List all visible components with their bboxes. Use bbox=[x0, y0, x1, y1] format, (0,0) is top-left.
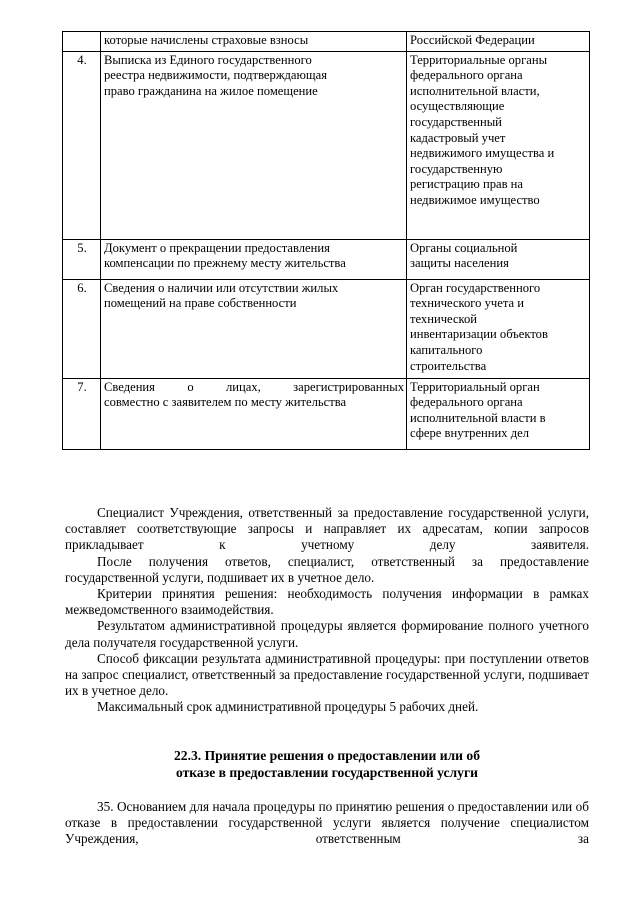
row-number: 7. bbox=[63, 378, 101, 449]
organization-line: регистрацию прав на bbox=[410, 177, 524, 192]
paragraph-result: Результатом административной процедуры является формирование полного учетного дела получателя государственной услуги. bbox=[65, 618, 589, 650]
document-name-line: Сведения о наличии или отсутствии жилых bbox=[104, 280, 339, 295]
organization-line: защиты населения bbox=[410, 256, 509, 271]
document-name-line: помещений на праве собственности bbox=[104, 296, 297, 311]
documents-table bbox=[62, 31, 590, 450]
organization-line: сфере внутренних дел bbox=[410, 426, 530, 441]
organization-line: недвижимого имущества и bbox=[410, 146, 555, 161]
organization-cell bbox=[407, 279, 590, 378]
document-name-line: право гражданина на жилое помещение bbox=[104, 83, 318, 98]
documents-table-body bbox=[63, 32, 590, 450]
table-row bbox=[63, 51, 590, 239]
organization-line: государственный bbox=[410, 114, 502, 129]
document-name-line: которые начислены страховые взносы bbox=[104, 33, 309, 47]
paragraph-fixation-method: Способ фиксации результата административной процедуры: при поступлении ответов на запрос специалист, ответственный за предоставление государственной услуги, подшивает их в учетное дело. bbox=[65, 650, 589, 699]
organization-line: государственную bbox=[410, 161, 503, 176]
organization-line: Территориальные органы bbox=[410, 52, 548, 67]
document-name-cell bbox=[101, 279, 407, 378]
table-row bbox=[63, 279, 590, 378]
organization-line: капитального bbox=[410, 342, 483, 357]
organization-cell bbox=[407, 51, 590, 239]
organization-line: технической bbox=[410, 311, 478, 326]
organization-line: технического учета и bbox=[410, 296, 524, 311]
organization-line: федерального органа bbox=[410, 395, 523, 410]
final-text bbox=[65, 799, 589, 848]
organization-line: Орган государственного bbox=[410, 280, 541, 295]
procedure-text bbox=[65, 505, 589, 716]
organization-line: исполнительной власти в bbox=[410, 410, 546, 425]
organization-line: кадастровый учет bbox=[410, 130, 506, 145]
organization-line: осуществляющие bbox=[410, 99, 505, 114]
paragraph-specialist-requests: Специалист Учреждения, ответственный за предоставление государственной услуги, составляет соответствующие запросы и направляет их адресатам, копии запросов прикладывает к учетному делу заявителя. bbox=[65, 505, 589, 553]
organization-cell bbox=[407, 378, 590, 449]
organization-line: инвентаризации объектов bbox=[410, 327, 548, 342]
organization-line: недвижимое имущество bbox=[410, 192, 540, 207]
organization-line: исполнительной власти, bbox=[410, 83, 540, 98]
document-name-line: компенсации по прежнему месту жительства bbox=[104, 256, 346, 271]
document-name-cell bbox=[101, 378, 407, 449]
organization-line: Территориальный орган bbox=[410, 379, 540, 394]
row-number: 6. bbox=[63, 279, 101, 378]
document-name-line: совместно с заявителем по месту жительства bbox=[104, 395, 347, 410]
document-name-cell bbox=[101, 32, 407, 52]
paragraph-max-term: Максимальный срок административной процедуры 5 рабочих дней. bbox=[97, 699, 479, 715]
paragraph-decision-criteria: Критерии принятия решения: необходимость получения информации в рамках межведомственного взаимодействия. bbox=[65, 586, 589, 618]
organization-line: Органы социальной bbox=[410, 240, 518, 255]
document-name-cell bbox=[101, 239, 407, 279]
row-number bbox=[63, 32, 101, 52]
table-row bbox=[63, 32, 590, 52]
organization-line: федерального органа bbox=[410, 68, 523, 83]
document-name-line: Документ о прекращении предоставления bbox=[104, 240, 330, 255]
organization-line: строительства bbox=[410, 358, 487, 373]
row-number: 4. bbox=[63, 51, 101, 239]
table-row bbox=[63, 378, 590, 449]
row-number: 5. bbox=[63, 239, 101, 279]
table-row bbox=[63, 239, 590, 279]
section-heading-line-2: отказе в предоставлении государственной услуги bbox=[176, 765, 478, 780]
paragraph-after-responses: После получения ответов, специалист, ответственный за предоставление государственной услуги, подшивает их в учетное дело. bbox=[65, 553, 589, 585]
section-heading bbox=[65, 747, 589, 781]
organization-cell bbox=[407, 32, 590, 52]
document-name-cell bbox=[101, 51, 407, 239]
document-name-line: реестра недвижимости, подтверждающая bbox=[104, 68, 328, 83]
section-heading-line-1: 22.3. Принятие решения о предоставлении или об bbox=[174, 748, 480, 763]
document-name-line: Сведения о лицах, зарегистрированных bbox=[104, 379, 404, 394]
organization-cell bbox=[407, 239, 590, 279]
organization-line: Российской Федерации bbox=[410, 33, 535, 47]
paragraph-35: 35. Основанием для начала процедуры по принятию решения о предоставлении или об отказе в предоставлении государственной услуги является получение специалистом Учреждения, ответственным за bbox=[65, 799, 589, 847]
document-name-line: Выписка из Единого государственного bbox=[104, 52, 312, 67]
